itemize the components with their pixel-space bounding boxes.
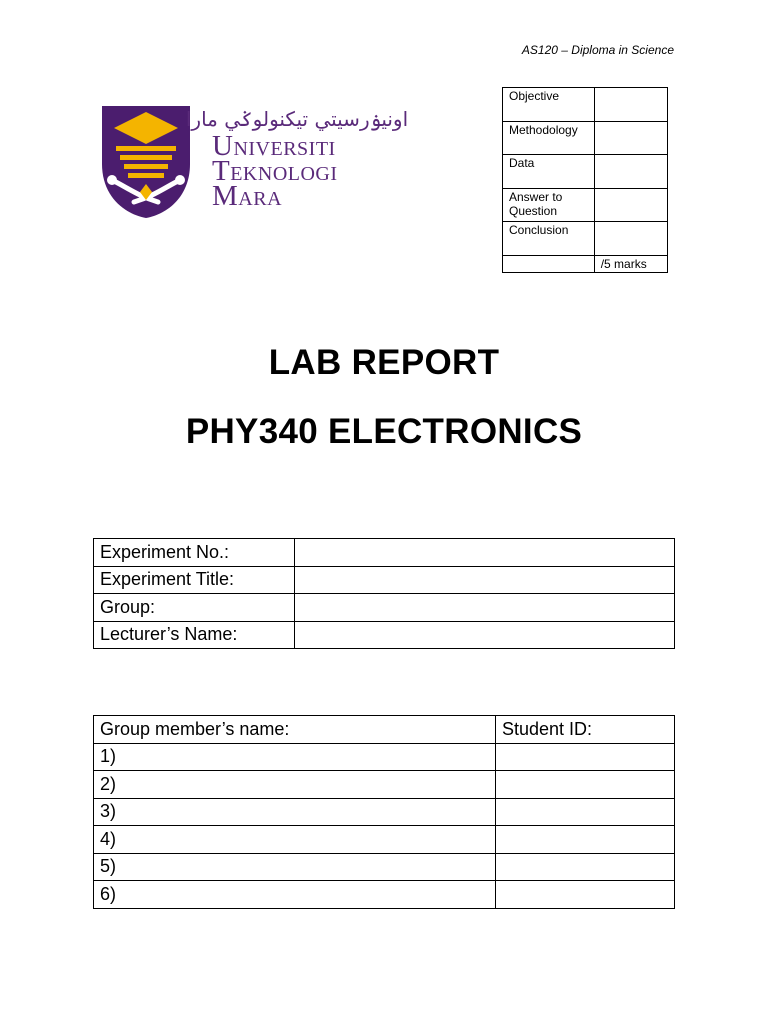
- member-id-4[interactable]: [496, 826, 675, 854]
- members-header-id: Student ID:: [496, 716, 675, 744]
- marks-row-methodology: Methodology: [503, 121, 595, 155]
- report-title: LAB REPORT: [268, 343, 500, 382]
- info-label-group: Group:: [94, 594, 295, 622]
- course-title: PHY340 ELECTRONICS: [185, 412, 583, 451]
- marks-table: [502, 87, 668, 273]
- member-name-5[interactable]: 5): [94, 853, 496, 881]
- member-id-3[interactable]: [496, 798, 675, 826]
- group-members-table: [93, 715, 675, 909]
- experiment-info-table: [93, 538, 675, 649]
- member-name-3[interactable]: 3): [94, 798, 496, 826]
- marks-row-answer: Answer to Question: [503, 188, 595, 222]
- marks-cell-methodology[interactable]: [594, 121, 667, 155]
- member-id-5[interactable]: [496, 853, 675, 881]
- member-name-6[interactable]: 6): [94, 881, 496, 909]
- jawi-text: اونيۏرسيتي تيكنولوݢي مارا: [185, 107, 409, 131]
- uitm-logo: [98, 104, 409, 220]
- marks-row-data: Data: [503, 155, 595, 189]
- info-label-experiment-title: Experiment Title:: [94, 566, 295, 594]
- marks-cell-data[interactable]: [594, 155, 667, 189]
- marks-cell-conclusion[interactable]: [594, 222, 667, 256]
- logo-line-3: Mara: [212, 180, 283, 212]
- info-field-experiment-no[interactable]: [295, 539, 675, 567]
- marks-row-conclusion: Conclusion: [503, 222, 595, 256]
- course-note: AS120 – Diploma in Science: [521, 43, 674, 57]
- info-label-experiment-no: Experiment No.:: [94, 539, 295, 567]
- marks-cell-answer[interactable]: [594, 188, 667, 222]
- info-field-experiment-title[interactable]: [295, 566, 675, 594]
- member-id-1[interactable]: [496, 743, 675, 771]
- uitm-crest-icon: [98, 104, 194, 220]
- info-field-lecturer[interactable]: [295, 621, 675, 649]
- member-name-2[interactable]: 2): [94, 771, 496, 799]
- info-label-lecturer: Lecturer’s Name:: [94, 621, 295, 649]
- member-name-4[interactable]: 4): [94, 826, 496, 854]
- marks-row-objective: Objective: [503, 88, 595, 122]
- marks-total-blank[interactable]: [503, 255, 595, 272]
- member-id-6[interactable]: [496, 881, 675, 909]
- jawi-text-image: [185, 104, 409, 132]
- logo-line-2: Teknologi: [212, 155, 338, 187]
- info-field-group[interactable]: [295, 594, 675, 622]
- members-header-name: Group member’s name:: [94, 716, 496, 744]
- marks-cell-objective[interactable]: [594, 88, 667, 122]
- marks-total-label: /5 marks: [594, 255, 667, 272]
- member-id-2[interactable]: [496, 771, 675, 799]
- member-name-1[interactable]: 1): [94, 743, 496, 771]
- logo-line-1: Universiti: [212, 130, 336, 162]
